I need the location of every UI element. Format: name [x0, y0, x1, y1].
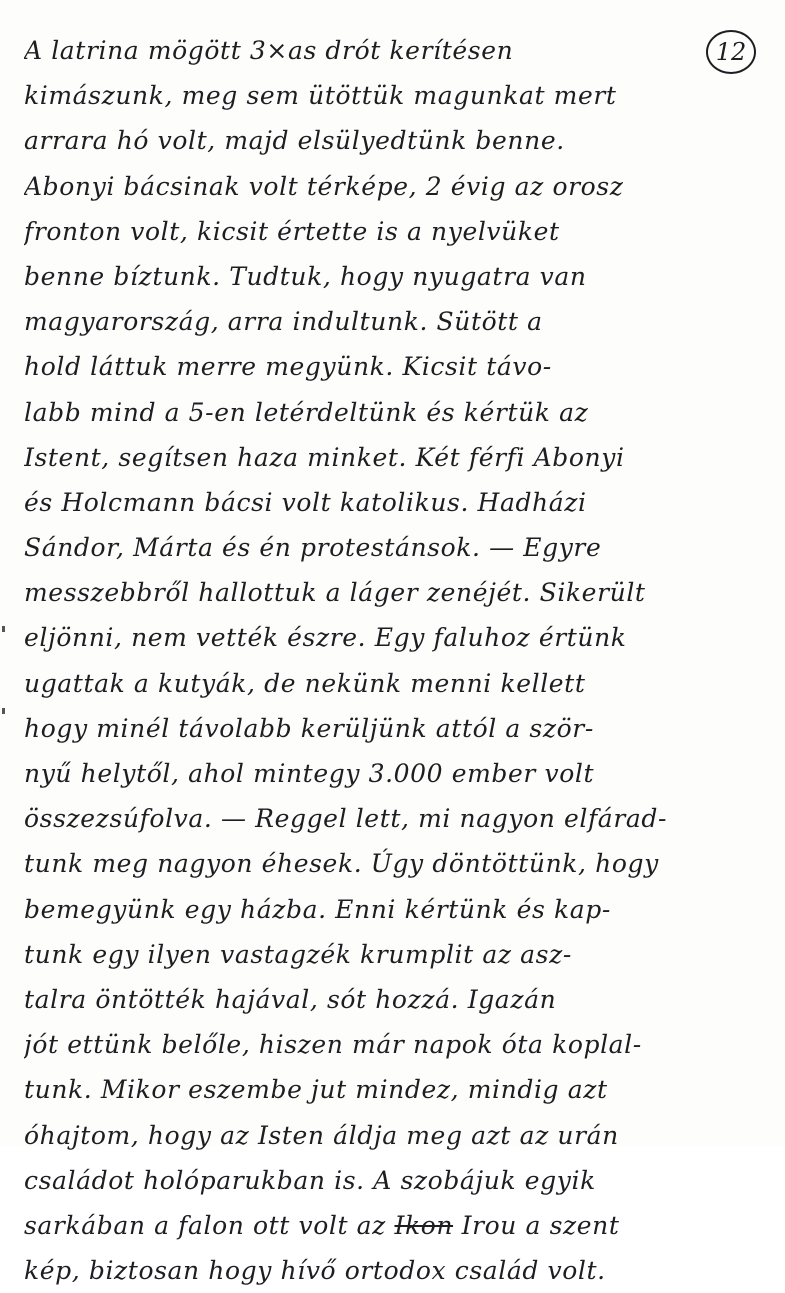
text-line: családot holóparukban is. A szobájuk egyik: [24, 1165, 596, 1195]
text-line: bemegyünk egy házba. Enni kértünk és kap-: [24, 894, 611, 924]
text-line: talra öntötték hajával, sót hozzá. Igazán: [24, 984, 557, 1014]
text-line: Istent, segítsen haza minket. Két férfi Abonyi: [24, 442, 625, 472]
text-line: ugattak a kutyák, de nekünk menni kellett: [24, 668, 586, 698]
text-line: A latrina mögött 3×as drót kerítésen: [24, 36, 514, 65]
text-line: eljönni, nem vették észre. Egy faluhoz értünk: [24, 623, 627, 653]
text-line: messzebbről hallottuk a láger zenéjét. Sikerült: [24, 578, 646, 608]
text-line: arrara hó volt, majd elsülyedtünk benne.: [24, 126, 565, 156]
text-line: sarkában a falon ott volt az Ikon Irou a szent: [24, 1210, 620, 1240]
handwritten-text-block: [24, 28, 774, 1293]
crossed-out-word: Ikon: [394, 1210, 454, 1240]
text-line: tunk. Mikor eszembe jut mindez, mindig azt: [24, 1075, 608, 1105]
page-number: 12: [706, 30, 756, 74]
text-line: kimászunk, meg sem ütöttük magunkat mert: [24, 81, 617, 111]
text-line: hold láttuk merre megyünk. Kicsit távo-: [24, 352, 552, 382]
text-line: óhajtom, hogy az Isten áldja meg azt az urán: [24, 1120, 619, 1150]
text-line: összezsúfolva. — Reggel lett, mi nagyon elfárad-: [24, 804, 668, 834]
margin-mark: [2, 626, 5, 632]
text-line: fronton volt, kicsit értette is a nyelvüket: [24, 216, 560, 246]
text-line: és Holcmann bácsi volt katolikus. Hadházi: [24, 487, 587, 517]
text-line: Abonyi bácsinak volt térképe, 2 évig az orosz: [24, 171, 624, 201]
text-line: Sándor, Márta és én protestánsok. — Egyre: [24, 533, 602, 563]
text-line: nyű helytől, ahol mintegy 3.000 ember volt: [24, 759, 595, 788]
text-line: hogy minél távolabb kerüljünk attól a ször-: [24, 713, 594, 743]
text-line: benne bíztunk. Tudtuk, hogy nyugatra van: [24, 261, 587, 291]
text-line: tunk egy ilyen vastagzék krumplit az asz-: [24, 939, 572, 969]
text-line: kép, biztosan hogy hívő ortodox család volt.: [24, 1256, 606, 1286]
margin-mark: [2, 708, 5, 714]
text-line: magyarország, arra indultunk. Sütött a: [24, 307, 543, 337]
text-line: jót ettünk belőle, hiszen már napok óta koplal-: [24, 1030, 642, 1060]
text-line: tunk meg nagyon éhesek. Úgy döntöttünk, hogy: [24, 849, 659, 879]
text-line: labb mind a 5-en letérdeltünk és kértük az: [24, 397, 589, 427]
